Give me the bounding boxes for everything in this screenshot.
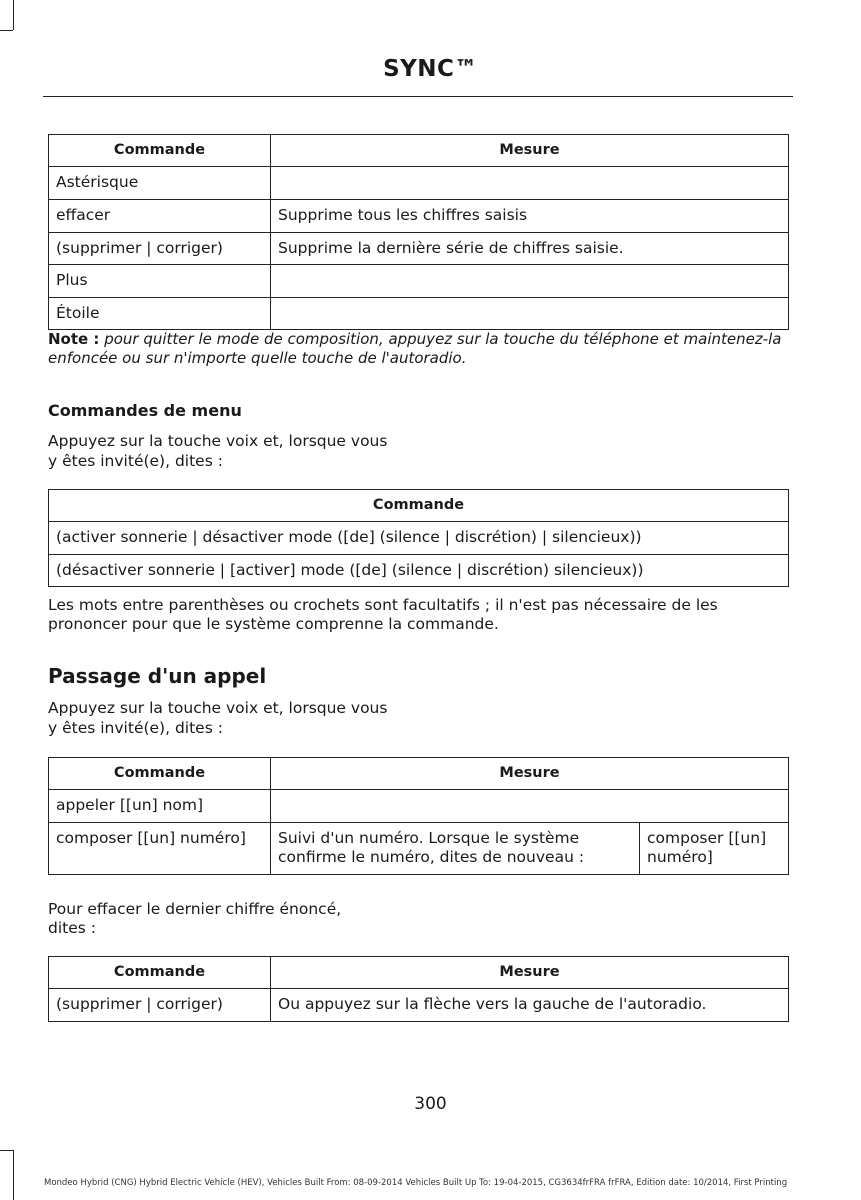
page-header-title: SYNC™	[383, 56, 478, 82]
table-row	[49, 555, 789, 587]
call-intro-line-2: y êtes invité(e), dites :	[48, 719, 223, 737]
command-cell: (désactiver sonnerie | [activer] mode ([de] (silence | discrétion) silencieux))	[49, 555, 789, 587]
column-header-commande: Commande	[49, 135, 271, 167]
crop-mark-bottom-vertical	[13, 1150, 14, 1200]
column-header-mesure: Mesure	[271, 135, 789, 167]
table-header-row	[49, 135, 789, 167]
erase-intro-line-2: dites :	[48, 919, 96, 937]
action-cell	[271, 823, 640, 875]
column-header-commande: Commande	[49, 490, 789, 522]
command-cell: Étoile	[49, 298, 271, 330]
column-header-mesure: Mesure	[271, 758, 789, 790]
followup-line: numéro]	[647, 848, 713, 866]
action-cell	[271, 167, 789, 200]
crop-mark-top-vertical	[13, 0, 14, 30]
action-cell	[271, 298, 789, 330]
action-cell: Supprime la dernière série de chiffres saisie.	[271, 233, 789, 265]
footer-text: Mondeo Hybrid (CNG) Hybrid Electric Vehicle (HEV), Vehicles Built From: 08-09-2014 Vehicles Built Up To: 19-04-2015, CG3634frFRA frFRA, Edition date: 10/2014, First Printing	[44, 1178, 788, 1188]
command-table-4	[48, 956, 789, 1022]
action-line: Suivi d'un numéro. Lorsque le système	[278, 829, 580, 847]
followup-cell	[640, 823, 789, 875]
action-cell: Supprime tous les chiffres saisis	[271, 200, 789, 233]
crop-mark-top-horizontal	[0, 30, 13, 31]
note-paragraph	[48, 330, 798, 368]
table-row	[49, 522, 789, 555]
action-cell: Ou appuyez sur la flèche vers la gauche de l'autoradio.	[271, 989, 789, 1022]
menu-intro-line-2: y êtes invité(e), dites :	[48, 452, 223, 470]
optional-words-line-1: Les mots entre parenthèses ou crochets sont facultatifs ; il n'est pas nécessaire de les	[48, 596, 718, 614]
table-header-row	[49, 957, 789, 989]
section-heading-call: Passage d'un appel	[48, 664, 267, 688]
erase-intro-line-1: Pour effacer le dernier chiffre énoncé,	[48, 900, 342, 918]
column-header-mesure: Mesure	[271, 957, 789, 989]
page-number: 300	[414, 1094, 447, 1114]
command-cell: effacer	[49, 200, 271, 233]
table-header-row	[49, 490, 789, 522]
menu-intro-line-1: Appuyez sur la touche voix et, lorsque vous	[48, 432, 388, 450]
table-row	[49, 167, 789, 200]
command-cell: composer [[un] numéro]	[49, 823, 271, 875]
action-line: confirme le numéro, dites de nouveau :	[278, 848, 585, 866]
crop-mark-bottom-horizontal	[0, 1150, 13, 1151]
action-cell	[271, 265, 789, 298]
command-cell: Astérisque	[49, 167, 271, 200]
table-row	[49, 233, 789, 265]
note-text: pour quitter le mode de composition, appuyez sur la touche du téléphone et maintenez-la enfoncée ou sur n'importe quelle touche de l'autoradio.	[48, 330, 782, 367]
command-cell: appeler [[un] nom]	[49, 790, 271, 823]
column-header-commande: Commande	[49, 758, 271, 790]
table-row	[49, 989, 789, 1022]
followup-line: composer [[un]	[647, 829, 767, 847]
table-row	[49, 200, 789, 233]
command-cell: (supprimer | corriger)	[49, 233, 271, 265]
section-heading-menu: Commandes de menu	[48, 401, 242, 420]
note-label: Note :	[48, 330, 100, 348]
command-cell: Plus	[49, 265, 271, 298]
command-table-2	[48, 489, 789, 587]
command-cell: (supprimer | corriger)	[49, 989, 271, 1022]
header-rule	[43, 96, 793, 97]
call-intro-line-1: Appuyez sur la touche voix et, lorsque vous	[48, 699, 388, 717]
command-cell: (activer sonnerie | désactiver mode ([de] (silence | discrétion) | silencieux))	[49, 522, 789, 555]
table-row	[49, 265, 789, 298]
command-table-1	[48, 134, 789, 330]
column-header-commande: Commande	[49, 957, 271, 989]
action-cell	[271, 790, 789, 823]
table-row	[49, 823, 789, 875]
optional-words-line-2: prononcer pour que le système comprenne la commande.	[48, 615, 499, 633]
command-table-3	[48, 757, 789, 875]
table-row	[49, 790, 789, 823]
table-header-row	[49, 758, 789, 790]
table-row	[49, 298, 789, 330]
